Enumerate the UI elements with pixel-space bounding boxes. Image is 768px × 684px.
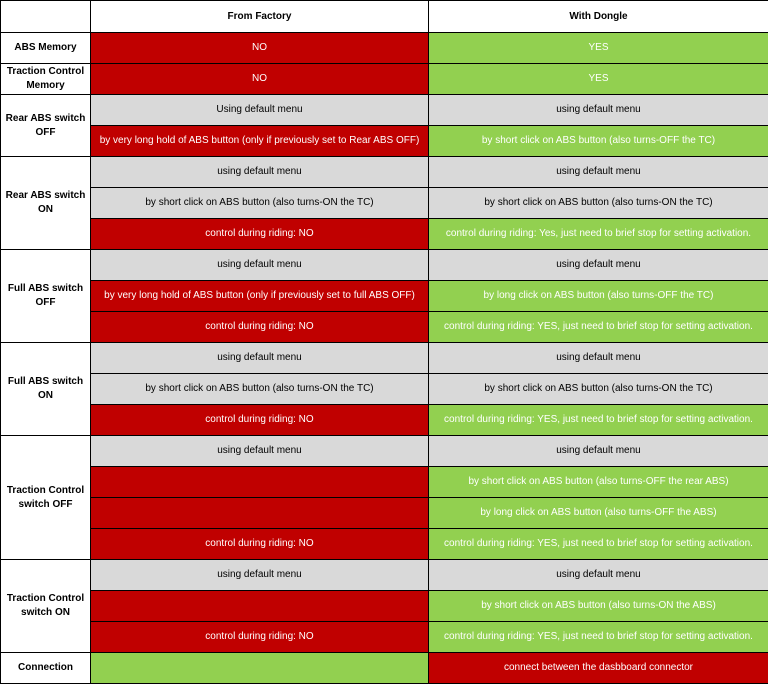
dongle-cell: by short click on ABS button (also turns-OFF the TC) xyxy=(429,126,768,157)
factory-cell: control during riding: NO xyxy=(91,529,429,560)
table-row xyxy=(1,529,768,560)
factory-cell: using default menu xyxy=(91,343,429,374)
factory-cell xyxy=(91,498,429,529)
factory-cell: by very long hold of ABS button (only if previously set to Rear ABS OFF) xyxy=(91,126,429,157)
factory-cell: using default menu xyxy=(91,436,429,467)
table-row xyxy=(1,33,768,64)
dongle-cell: using default menu xyxy=(429,343,768,374)
dongle-cell: using default menu xyxy=(429,250,768,281)
factory-cell: using default menu xyxy=(91,157,429,188)
table-row xyxy=(1,560,768,591)
factory-cell: control during riding: NO xyxy=(91,622,429,653)
header-from-factory: From Factory xyxy=(91,1,429,33)
table-row xyxy=(1,405,768,436)
row-label-tc-on: Traction Control switch ON xyxy=(1,560,91,653)
dongle-cell: by short click on ABS button (also turns-ON the TC) xyxy=(429,188,768,219)
dongle-cell: by short click on ABS button (also turns-ON the TC) xyxy=(429,374,768,405)
factory-cell: using default menu xyxy=(91,560,429,591)
table-row xyxy=(1,591,768,622)
table-row xyxy=(1,95,768,126)
row-label-rear-abs-off: Rear ABS switch OFF xyxy=(1,95,91,157)
factory-cell xyxy=(91,467,429,498)
row-label-abs-memory: ABS Memory xyxy=(1,33,91,64)
factory-cell: control during riding: NO xyxy=(91,405,429,436)
header-blank-cell xyxy=(1,1,91,33)
dongle-cell: by long click on ABS button (also turns-OFF the TC) xyxy=(429,281,768,312)
factory-cell xyxy=(91,653,429,684)
dongle-cell: YES xyxy=(429,33,768,64)
dongle-cell: using default menu xyxy=(429,560,768,591)
dongle-cell: control during riding: YES, just need to brief stop for setting activation. xyxy=(429,405,768,436)
table-row xyxy=(1,219,768,250)
row-label-connection: Connection xyxy=(1,653,91,684)
dongle-cell: using default menu xyxy=(429,157,768,188)
table-row xyxy=(1,250,768,281)
table-row xyxy=(1,343,768,374)
dongle-cell: control during riding: YES, just need to brief stop for setting activation. xyxy=(429,622,768,653)
table-row xyxy=(1,188,768,219)
header-with-dongle: With Dongle xyxy=(429,1,768,33)
table-row xyxy=(1,312,768,343)
row-label-rear-abs-on: Rear ABS switch ON xyxy=(1,157,91,250)
factory-cell: NO xyxy=(91,64,429,95)
table-row xyxy=(1,281,768,312)
table-row xyxy=(1,498,768,529)
factory-cell: Using default menu xyxy=(91,95,429,126)
row-label-tc-off: Traction Control switch OFF xyxy=(1,436,91,560)
row-label-full-abs-off: Full ABS switch OFF xyxy=(1,250,91,343)
dongle-cell: connect between the dasbboard connector xyxy=(429,653,768,684)
dongle-cell: using default menu xyxy=(429,95,768,126)
table-row xyxy=(1,467,768,498)
factory-cell xyxy=(91,591,429,622)
dongle-cell: control during riding: YES, just need to brief stop for setting activation. xyxy=(429,312,768,343)
table-row xyxy=(1,653,768,684)
row-label-full-abs-on: Full ABS switch ON xyxy=(1,343,91,436)
factory-cell: NO xyxy=(91,33,429,64)
dongle-cell: by short click on ABS button (also turns-OFF the rear ABS) xyxy=(429,467,768,498)
header-row xyxy=(1,1,768,33)
dongle-cell: YES xyxy=(429,64,768,95)
row-label-tc-memory: Traction Control Memory xyxy=(1,64,91,95)
table-row xyxy=(1,622,768,653)
factory-cell: by short click on ABS button (also turns-ON the TC) xyxy=(91,188,429,219)
factory-cell: by very long hold of ABS button (only if previously set to full ABS OFF) xyxy=(91,281,429,312)
dongle-cell: by short click on ABS button (also turns-ON the ABS) xyxy=(429,591,768,622)
table-row xyxy=(1,374,768,405)
factory-cell: using default menu xyxy=(91,250,429,281)
dongle-cell: by long click on ABS button (also turns-OFF the ABS) xyxy=(429,498,768,529)
dongle-cell: control during riding: Yes, just need to brief stop for setting activation. xyxy=(429,219,768,250)
dongle-cell: control during riding: YES, just need to brief stop for setting activation. xyxy=(429,529,768,560)
dongle-cell: using default menu xyxy=(429,436,768,467)
factory-cell: by short click on ABS button (also turns-ON the TC) xyxy=(91,374,429,405)
table-row xyxy=(1,126,768,157)
table-row xyxy=(1,157,768,188)
factory-cell: control during riding: NO xyxy=(91,219,429,250)
factory-cell: control during riding: NO xyxy=(91,312,429,343)
table-row xyxy=(1,436,768,467)
table-row xyxy=(1,64,768,95)
